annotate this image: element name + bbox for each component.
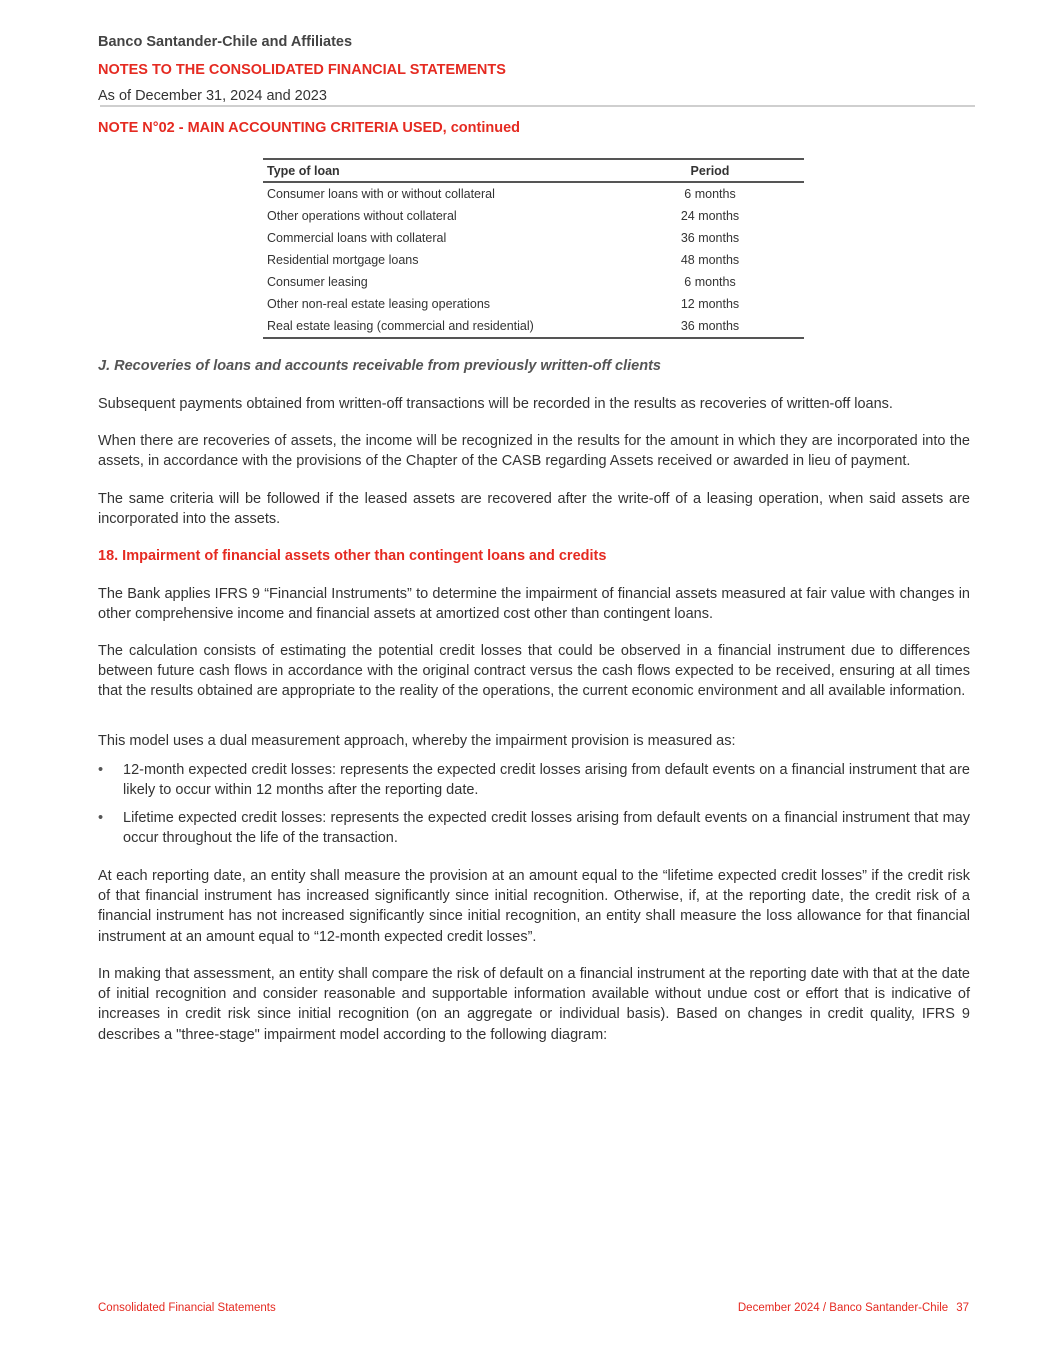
table-row — [263, 227, 804, 249]
section-18-paragraph-1: The Bank applies IFRS 9 “Financial Instruments” to determine the impairment of financial assets measured at fair value with changes in other comprehensive income and financial assets at amortized cost other than contingent loans. — [98, 586, 970, 623]
list-item — [98, 760, 970, 800]
section-j-paragraph-3: The same criteria will be followed if the leased assets are recovered after the write-off of a leasing operation, when said assets are incorporated into the assets. — [98, 491, 970, 528]
section-18-paragraph-4: At each reporting date, an entity shall measure the provision at an amount equal to the “lifetime expected credit losses” if the credit risk of that financial instrument has increased significantly since initial recognition. Otherwise, if, at the reporting date, the credit risk of a financial instrument has not increased significantly since initial recognition, an entity shall measure the loss allowance for that financial instrument at an amount equal to “12-month expected credit losses”. — [98, 868, 970, 945]
period-cell: 6 months — [684, 187, 736, 201]
loan-type-cell: Consumer leasing — [267, 275, 368, 289]
section-18-paragraph-5: In making that assessment, an entity shall compare the risk of default on a financial instrument at the reporting date with that at the date of initial recognition and consider reasonable and supportable information available without undue cost or effort that is indicative of increases in credit risk since initial recognition (on an aggregate or individual basis). Based on changes in credit quality, IFRS 9 describes a "three-stage" impairment model according to the following diagram: — [98, 966, 970, 1043]
loan-type-cell: Other operations without collateral — [267, 209, 457, 223]
period-cell: 48 months — [680, 253, 740, 267]
loan-type-cell: Other non-real estate leasing operations — [267, 297, 491, 311]
table-row — [263, 315, 804, 338]
loan-type-cell: Commercial loans with collateral — [267, 231, 447, 245]
section-j-heading: J. Recoveries of loans and accounts receivable from previously written-off clients — [98, 358, 661, 374]
section-18-paragraph-2: The calculation consists of estimating the potential credit losses that could be observed in a financial instrument due to differences between future cash flows in accordance with the original contract versus the cash flows expected to be received, ensuring at all times that the results obtained are appropriate to the reality of the operations, the current economic environment and all available information. — [98, 643, 970, 700]
period-cell: 24 months — [680, 209, 740, 223]
note-heading: NOTE N°02 - MAIN ACCOUNTING CRITERIA USED, continued — [98, 120, 521, 136]
footer-left: Consolidated Financial Statements — [98, 1302, 276, 1314]
table-header-row — [263, 159, 804, 182]
column-header-type: Type of loan — [263, 159, 616, 182]
list-item — [98, 808, 970, 848]
table-row — [263, 182, 804, 205]
period-cell: 36 months — [680, 231, 740, 245]
bullet-text: 12-month expected credit losses: represents the expected credit losses arising from default events on a financial instrument that are likely to occur within 12 months after the reporting date. — [123, 762, 970, 799]
page-number: 37 — [956, 1302, 969, 1314]
section-j-paragraph-1: Subsequent payments obtained from written-off transactions will be recorded in the results as recoveries of written-off loans. — [98, 396, 893, 412]
table-row — [263, 205, 804, 227]
loan-period-table — [263, 158, 804, 339]
section-18-paragraph-3: This model uses a dual measurement approach, whereby the impairment provision is measured as: — [98, 733, 736, 749]
loan-type-cell: Consumer loans with or without collateral — [267, 187, 495, 201]
table-row — [263, 293, 804, 315]
notes-title: NOTES TO THE CONSOLIDATED FINANCIAL STATEMENTS — [98, 62, 506, 78]
section-18-heading: 18. Impairment of financial assets other than contingent loans and credits — [98, 548, 607, 564]
loan-type-cell: Real estate leasing (commercial and residential) — [263, 315, 616, 338]
loan-type-cell: Residential mortgage loans — [267, 253, 419, 267]
header-divider — [100, 105, 975, 107]
date-line: As of December 31, 2024 and 2023 — [98, 88, 327, 104]
bullet-text: Lifetime expected credit losses: represents the expected credit losses arising from default events on a financial instrument that may occur throughout the life of the transaction. — [123, 810, 970, 847]
company-name: Banco Santander-Chile and Affiliates — [98, 34, 353, 50]
bullet-icon: • — [98, 762, 104, 778]
period-cell: 36 months — [616, 315, 804, 338]
footer-right-text: December 2024 / Banco Santander-Chile — [737, 1302, 949, 1314]
column-header-period: Period — [616, 159, 804, 182]
period-cell: 6 months — [684, 275, 736, 289]
table-row — [263, 271, 804, 293]
period-cell: 12 months — [680, 297, 740, 311]
table-row — [263, 249, 804, 271]
footer-right — [738, 1302, 969, 1314]
bullet-icon: • — [98, 810, 104, 826]
section-j-paragraph-2: When there are recoveries of assets, the income will be recognized in the results for the amount in which they are incorporated into the assets, in accordance with the provisions of the Chapter of the CASB regarding Assets received or awarded in lieu of payment. — [98, 433, 970, 470]
